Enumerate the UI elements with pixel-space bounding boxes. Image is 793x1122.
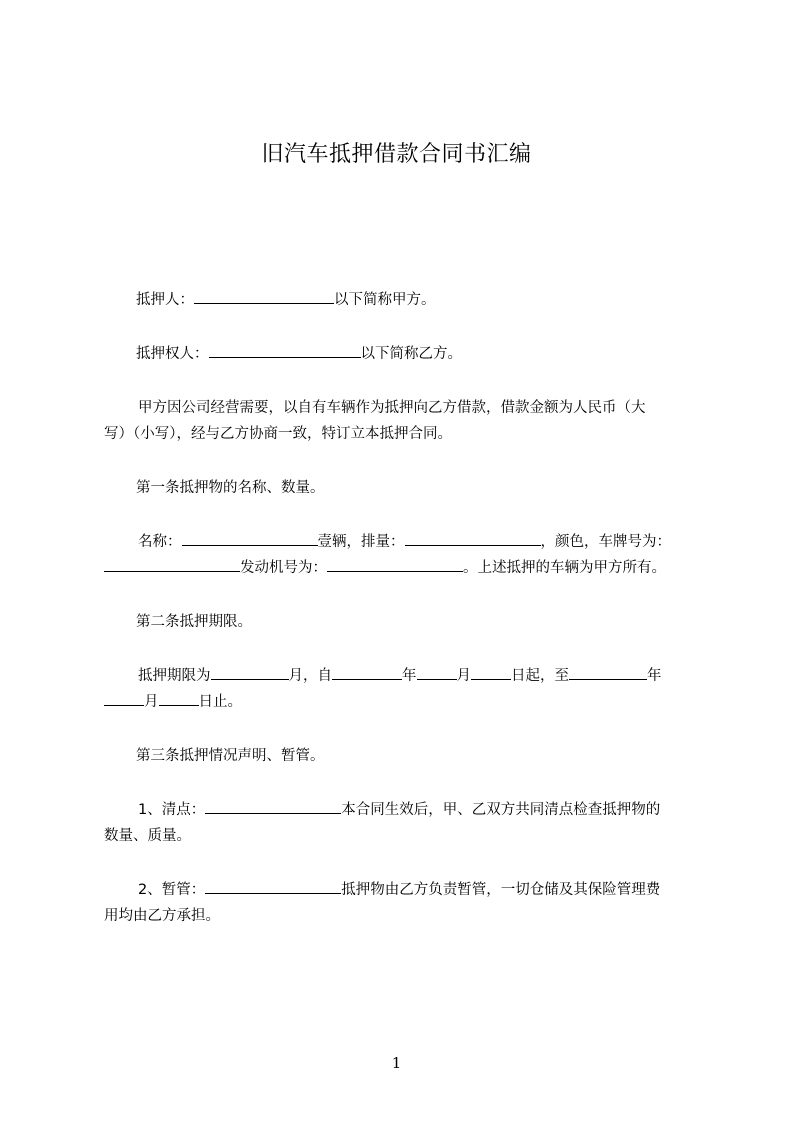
mortgagor-suffix: 以下简称甲方。 <box>334 292 436 308</box>
intro-line-2: 写）（小写），经与乙方协商一致，特订立本抵押合同。 <box>104 426 452 442</box>
collateral-line-1 <box>104 529 704 555</box>
displacement-label: 壹辆，排量： <box>317 534 405 550</box>
mortgagee-suffix: 以下简称乙方。 <box>360 346 462 362</box>
displacement-blank <box>405 530 541 546</box>
article-3-heading: 第三条抵押情况声明、暂管。 <box>136 748 325 764</box>
custody-label: 2、暂管： <box>138 882 206 898</box>
document-title: 旧汽车抵押借款合同书汇编 <box>261 142 532 167</box>
start-year-blank <box>332 664 402 680</box>
mortgagee-blank <box>209 342 361 358</box>
article-2-heading: 第二条抵押期限。 <box>136 614 252 630</box>
inventory-line-2: 数量、质量。 <box>104 828 191 844</box>
end-day-blank <box>159 690 199 706</box>
inventory-line-1 <box>104 797 704 823</box>
inventory-text: 本合同生效后，甲、乙双方共同清点检查抵押物的 <box>341 802 661 818</box>
inventory-label: 1、清点： <box>138 802 206 818</box>
collateral-line-2 <box>104 555 666 581</box>
term-label: 抵押期限为 <box>138 668 211 684</box>
end-day-label: 日止。 <box>198 694 242 710</box>
mortgagee-label: 抵押权人： <box>136 346 209 362</box>
start-month-label: 月 <box>456 668 471 684</box>
ownership-text: 。上述抵押的车辆为甲方所有。 <box>463 560 666 576</box>
article-1-heading: 第一条抵押物的名称、数量。 <box>136 480 325 496</box>
name-label: 名称： <box>138 534 182 550</box>
mortgagor-blank <box>194 288 334 304</box>
custody-text: 抵押物由乙方负责暂管，一切仓储及其保险管理费 <box>341 882 661 898</box>
engine-blank <box>327 556 463 572</box>
end-year-blank <box>569 664 647 680</box>
engine-label: 发动机号为： <box>240 560 327 576</box>
term-line-1 <box>104 663 704 689</box>
start-day-blank <box>471 664 511 680</box>
term-from-label: 月，自 <box>288 668 332 684</box>
name-blank <box>182 530 318 546</box>
end-year-label: 年 <box>647 668 662 684</box>
start-day-label: 日起，至 <box>511 668 569 684</box>
end-month-blank <box>104 690 144 706</box>
custody-blank <box>205 878 341 894</box>
mortgagor-label: 抵押人： <box>136 292 194 308</box>
custody-line-2: 用均由乙方承担。 <box>104 908 220 924</box>
start-year-label: 年 <box>402 668 417 684</box>
start-month-blank <box>417 664 457 680</box>
term-line-2 <box>104 689 242 715</box>
custody-line-1 <box>104 877 704 903</box>
mortgagor-line <box>104 287 704 313</box>
mortgagee-line <box>104 341 704 367</box>
term-months-blank <box>211 664 289 680</box>
inventory-blank <box>205 798 341 814</box>
plate-label: ，颜色，车牌号为： <box>540 534 671 550</box>
plate-blank <box>104 556 240 572</box>
intro-line-1: 甲方因公司经营需要，以自有车辆作为抵押向乙方借款，借款金额为人民币（大 <box>138 400 646 416</box>
end-month-label: 月 <box>144 694 159 710</box>
page-number: 1 <box>391 1054 402 1072</box>
